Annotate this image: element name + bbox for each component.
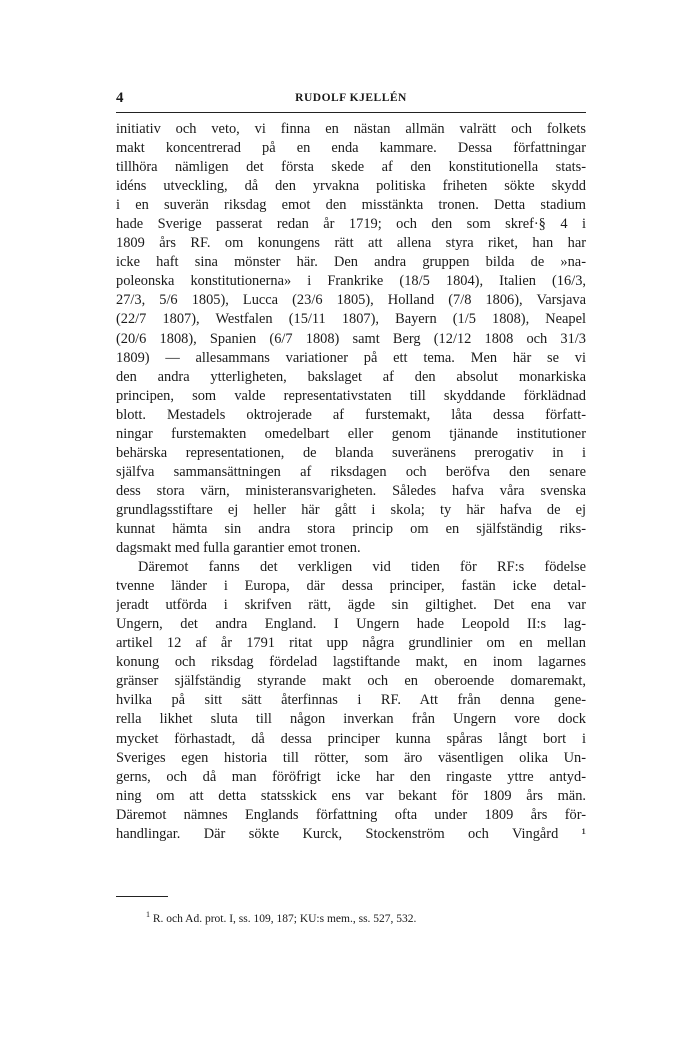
text-line: jeradt utförda i skrifven rätt, ägde sin giltighet. Det ena var: [116, 597, 586, 614]
text-line: mycket förhastadt, då dessa principer kunna spåras långt bort i: [116, 730, 586, 747]
text-line: poleonska konstitutionerna» i Frankrike (18/5 1804), Italien (16/3,: [116, 273, 586, 290]
text-line: handlingar. Där sökte Kurck, Stockenström och Vingård ¹: [116, 825, 586, 842]
text-line: hvilka på sitt sätt återfinnas i RF. Att från denna gene-: [116, 692, 586, 709]
text-line: behärska representationen, de blanda suveränens prerogativ in i: [116, 444, 586, 461]
text-line: 27/3, 5/6 1805), Lucca (23/6 1805), Holland (7/8 1806), Varsjava: [116, 292, 586, 309]
text-line: den andra ytterligheten, bakslaget af den absolut monarkiska: [116, 368, 586, 385]
footnote: [146, 910, 416, 925]
text-line: 1809) — allesammans variationer på ett tema. Men här se vi: [116, 349, 586, 366]
running-header: [116, 90, 586, 113]
body-text: [116, 120, 586, 844]
text-line: hade Sverige passerat redan år 1719; och den som skref·§ 4 i: [116, 216, 586, 233]
text-line: dess stora värn, ministeransvarigheten. Således hafva våra svenska: [116, 482, 586, 499]
paragraph-start-line: Däremot fanns det verkligen vid tiden för RF:s födelse: [138, 559, 586, 576]
footnote-text: R. och Ad. prot. I, ss. 109, 187; KU:s mem., ss. 527, 532.: [152, 912, 417, 925]
text-line: Sveriges egen historia till rötter, som äro väsentligen olika Un-: [116, 749, 586, 766]
text-line: 1809 års RF. om konungens rätt att allena styra riket, han har: [116, 235, 586, 252]
text-line: ning om att detta statsskick ens var bekant för 1809 års män.: [116, 787, 586, 804]
text-line: tillhöra nämligen det första skede af den konstitutionella stats-: [116, 159, 586, 176]
footnote-marker: 1: [146, 910, 150, 919]
text-line: grundlagsstiftare ej heller här gått i skola; ty här hafva de ej: [116, 501, 586, 518]
text-line: makt koncentrerad på en enda kammare. Dessa författningar: [116, 140, 586, 157]
running-head-author: RUDOLF KJELLÉN: [295, 92, 407, 104]
text-line: (20/6 1808), Spanien (6/7 1808) samt Berg (12/12 1808 och 31/3: [116, 330, 586, 347]
text-line: kunnat hämta sin andra stora princip om en själfständig riks-: [116, 520, 586, 537]
text-line: konung och riksdag fördelad lagstiftande makt, en inom lagarnes: [116, 654, 586, 671]
text-line: artikel 12 af år 1791 ritat upp några grundlinier om en mellan: [116, 635, 586, 652]
text-line: initiativ och veto, vi finna en nästan allmän valrätt och folkets: [116, 121, 586, 137]
page-number: 4: [116, 90, 124, 106]
text-line: ningar furstemakten omedelbart eller genom tjänande institutioner: [116, 425, 586, 442]
paragraph-end-line: dagsmakt med fulla garantier emot tronen.: [116, 540, 361, 557]
text-line: Däremot nämnes Englands författning ofta under 1809 års för-: [116, 806, 586, 823]
text-line: rella likhet sluta till någon inverkan från Ungern vore dock: [116, 711, 586, 728]
text-line: tvenne länder i Europa, där dessa principer, fastän icke detal-: [116, 578, 586, 595]
text-line: icke haft sina mönster här. Den andra gruppen bilda de »na-: [116, 254, 586, 271]
text-line: i en suverän riksdag emot den misstänkta tronen. Detta stadium: [116, 197, 586, 214]
text-line: principen, som valde representativstaten till skyddande förklädnad: [116, 387, 586, 404]
text-line: gränser själfständig styrande makt och en oberoende domaremakt,: [116, 673, 586, 690]
text-line: idéns utveckling, då den yrvakna politiska friheten sökte skydd: [116, 178, 586, 195]
text-line: (22/7 1807), Westfalen (15/11 1807), Bayern (1/5 1808), Neapel: [116, 311, 586, 328]
text-line: blott. Mestadels oktrojerade af furstemakt, låta dessa författ-: [116, 406, 586, 423]
text-line: själfva sammansättningen af riksdagen och beröfva den senare: [116, 463, 586, 480]
text-line: gerns, och då man föröfrigt icke har den ringaste yttre antyd-: [116, 768, 586, 785]
text-line: Ungern, det andra England. I Ungern hade Leopold II:s lag-: [116, 616, 586, 633]
footnote-divider: [116, 896, 168, 897]
